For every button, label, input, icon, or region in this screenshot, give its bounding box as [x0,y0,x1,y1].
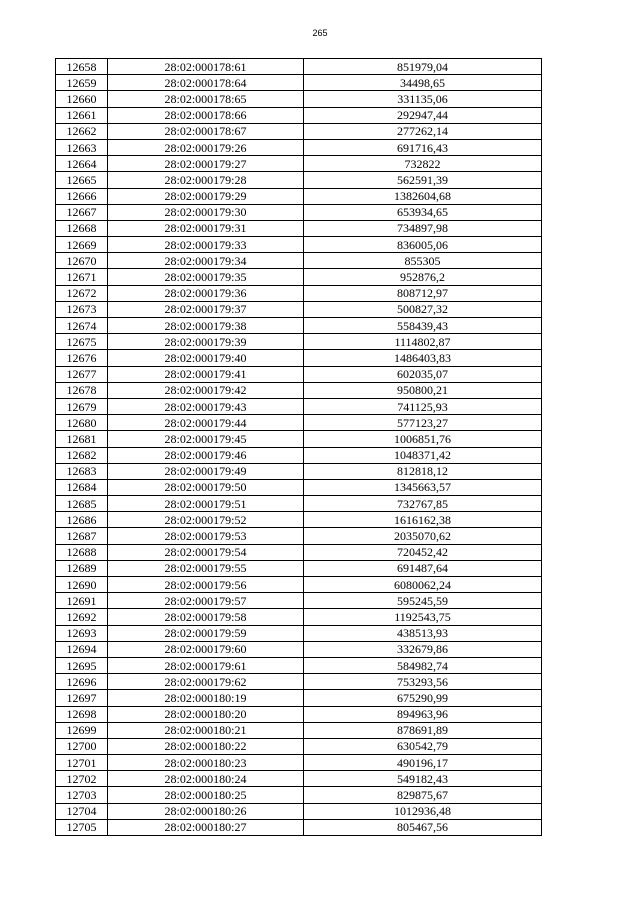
row-number-cell: 12692 [56,609,108,625]
value-cell: 595245,59 [304,593,542,609]
row-number-cell: 12700 [56,738,108,754]
cadastral-number-cell: 28:02:000179:54 [108,544,304,560]
cadastral-number-cell: 28:02:000179:59 [108,625,304,641]
table-row [56,91,542,107]
row-number-cell: 12664 [56,156,108,172]
row-number-cell: 12688 [56,544,108,560]
value-cell: 584982,74 [304,657,542,673]
cadastral-number-cell: 28:02:000179:38 [108,318,304,334]
row-number-cell: 12705 [56,819,108,835]
table-row [56,755,542,771]
row-number-cell: 12666 [56,188,108,204]
value-cell: 675290,99 [304,690,542,706]
table-row [56,577,542,593]
page-number: 265 [312,28,328,38]
row-number-cell: 12695 [56,657,108,673]
row-number-cell: 12683 [56,463,108,479]
value-cell: 577123,27 [304,415,542,431]
cadastral-number-cell: 28:02:000178:64 [108,75,304,91]
cadastral-number-cell: 28:02:000179:33 [108,237,304,253]
table-row [56,528,542,544]
table-row [56,301,542,317]
cadastral-number-cell: 28:02:000179:26 [108,139,304,155]
table-row [56,496,542,512]
value-cell: 1345663,57 [304,479,542,495]
cadastral-number-cell: 28:02:000180:20 [108,706,304,722]
cadastral-number-cell: 28:02:000179:51 [108,496,304,512]
row-number-cell: 12667 [56,204,108,220]
table-row [56,625,542,641]
cadastral-number-cell: 28:02:000179:61 [108,657,304,673]
table-row [56,463,542,479]
value-cell: 558439,43 [304,318,542,334]
row-number-cell: 12675 [56,334,108,350]
cadastral-number-cell: 28:02:000179:58 [108,609,304,625]
value-cell: 808712,97 [304,285,542,301]
value-cell: 500827,32 [304,301,542,317]
cadastral-number-cell: 28:02:000179:56 [108,577,304,593]
cadastral-number-cell: 28:02:000179:39 [108,334,304,350]
value-cell: 277262,14 [304,123,542,139]
value-cell: 753293,56 [304,674,542,690]
cadastral-number-cell: 28:02:000180:22 [108,738,304,754]
cadastral-number-cell: 28:02:000179:52 [108,512,304,528]
row-number-cell: 12681 [56,431,108,447]
row-number-cell: 12662 [56,123,108,139]
cadastral-number-cell: 28:02:000179:35 [108,269,304,285]
cadastral-number-cell: 28:02:000178:66 [108,107,304,123]
cadastral-number-cell: 28:02:000179:40 [108,350,304,366]
table-row [56,172,542,188]
cadastral-number-cell: 28:02:000179:30 [108,204,304,220]
table-row [56,609,542,625]
row-number-cell: 12665 [56,172,108,188]
value-cell: 829875,67 [304,787,542,803]
table-row [56,75,542,91]
row-number-cell: 12661 [56,107,108,123]
cadastral-number-cell: 28:02:000180:25 [108,787,304,803]
cadastral-number-cell: 28:02:000179:41 [108,366,304,382]
cadastral-number-cell: 28:02:000179:57 [108,593,304,609]
table-row [56,398,542,414]
table-row [56,674,542,690]
value-cell: 855305 [304,253,542,269]
cadastral-number-cell: 28:02:000178:67 [108,123,304,139]
cadastral-number-cell: 28:02:000179:37 [108,301,304,317]
value-cell: 1486403,83 [304,350,542,366]
table-row [56,334,542,350]
table-row [56,560,542,576]
table-row [56,366,542,382]
table-row [56,318,542,334]
value-cell: 332679,86 [304,641,542,657]
value-cell: 1006851,76 [304,431,542,447]
table-row [56,139,542,155]
row-number-cell: 12677 [56,366,108,382]
row-number-cell: 12660 [56,91,108,107]
row-number-cell: 12696 [56,674,108,690]
row-number-cell: 12703 [56,787,108,803]
value-cell: 851979,04 [304,59,542,75]
row-number-cell: 12704 [56,803,108,819]
value-cell: 630542,79 [304,738,542,754]
row-number-cell: 12670 [56,253,108,269]
row-number-cell: 12672 [56,285,108,301]
table-row [56,819,542,835]
row-number-cell: 12673 [56,301,108,317]
cadastral-number-cell: 28:02:000179:43 [108,398,304,414]
value-cell: 878691,89 [304,722,542,738]
table-row [56,220,542,236]
cadastral-number-cell: 28:02:000179:29 [108,188,304,204]
cadastral-number-cell: 28:02:000179:34 [108,253,304,269]
value-cell: 732822 [304,156,542,172]
cadastral-number-cell: 28:02:000179:49 [108,463,304,479]
row-number-cell: 12698 [56,706,108,722]
value-cell: 812818,12 [304,463,542,479]
row-number-cell: 12697 [56,690,108,706]
table-row [56,771,542,787]
value-cell: 1616162,38 [304,512,542,528]
table-row [56,544,542,560]
row-number-cell: 12694 [56,641,108,657]
value-cell: 653934,65 [304,204,542,220]
value-cell: 438513,93 [304,625,542,641]
row-number-cell: 12669 [56,237,108,253]
table-row [56,237,542,253]
row-number-cell: 12702 [56,771,108,787]
value-cell: 691716,43 [304,139,542,155]
table-row [56,512,542,528]
row-number-cell: 12679 [56,398,108,414]
row-number-cell: 12691 [56,593,108,609]
value-cell: 805467,56 [304,819,542,835]
value-cell: 34498,65 [304,75,542,91]
table-row [56,738,542,754]
row-number-cell: 12693 [56,625,108,641]
cadastral-number-cell: 28:02:000180:27 [108,819,304,835]
cadastral-number-cell: 28:02:000179:46 [108,447,304,463]
value-cell: 950800,21 [304,382,542,398]
row-number-cell: 12689 [56,560,108,576]
cadastral-number-cell: 28:02:000179:42 [108,382,304,398]
row-number-cell: 12687 [56,528,108,544]
cadastral-number-cell: 28:02:000179:62 [108,674,304,690]
table-row [56,803,542,819]
row-number-cell: 12658 [56,59,108,75]
table-row [56,350,542,366]
table-row [56,382,542,398]
value-cell: 952876,2 [304,269,542,285]
table-row [56,123,542,139]
value-cell: 562591,39 [304,172,542,188]
cadastral-number-cell: 28:02:000180:23 [108,755,304,771]
cadastral-number-cell: 28:02:000179:36 [108,285,304,301]
table-row [56,447,542,463]
table-row [56,641,542,657]
value-cell: 1012936,48 [304,803,542,819]
cadastral-number-cell: 28:02:000178:61 [108,59,304,75]
cadastral-number-cell: 28:02:000179:44 [108,415,304,431]
value-cell: 1114802,87 [304,334,542,350]
value-cell: 331135,06 [304,91,542,107]
table-row [56,706,542,722]
cadastral-number-cell: 28:02:000179:31 [108,220,304,236]
table-row [56,269,542,285]
row-number-cell: 12671 [56,269,108,285]
value-cell: 6080062,24 [304,577,542,593]
table-row [56,107,542,123]
row-number-cell: 12663 [56,139,108,155]
row-number-cell: 12682 [56,447,108,463]
value-cell: 732767,85 [304,496,542,512]
row-number-cell: 12678 [56,382,108,398]
cadastral-number-cell: 28:02:000180:19 [108,690,304,706]
value-cell: 1382604,68 [304,188,542,204]
cadastral-number-cell: 28:02:000180:24 [108,771,304,787]
row-number-cell: 12668 [56,220,108,236]
row-number-cell: 12690 [56,577,108,593]
row-number-cell: 12685 [56,496,108,512]
value-cell: 2035070,62 [304,528,542,544]
table-row [56,593,542,609]
value-cell: 490196,17 [304,755,542,771]
cadastral-number-cell: 28:02:000179:28 [108,172,304,188]
value-cell: 741125,93 [304,398,542,414]
table-row [56,479,542,495]
row-number-cell: 12680 [56,415,108,431]
cadastral-number-cell: 28:02:000179:27 [108,156,304,172]
value-cell: 836005,06 [304,237,542,253]
value-cell: 549182,43 [304,771,542,787]
row-number-cell: 12686 [56,512,108,528]
row-number-cell: 12701 [56,755,108,771]
row-number-cell: 12659 [56,75,108,91]
table-row [56,59,542,75]
cadastral-number-cell: 28:02:000179:53 [108,528,304,544]
value-cell: 1192543,75 [304,609,542,625]
table-row [56,431,542,447]
table-row [56,415,542,431]
value-cell: 602035,07 [304,366,542,382]
cadastre-table [55,58,542,836]
cadastral-number-cell: 28:02:000179:60 [108,641,304,657]
row-number-cell: 12699 [56,722,108,738]
table-row [56,156,542,172]
cadastral-number-cell: 28:02:000179:55 [108,560,304,576]
table-row [56,253,542,269]
value-cell: 894963,96 [304,706,542,722]
cadastral-number-cell: 28:02:000180:26 [108,803,304,819]
table-row [56,204,542,220]
value-cell: 734897,98 [304,220,542,236]
value-cell: 691487,64 [304,560,542,576]
table-row [56,657,542,673]
table-row [56,690,542,706]
row-number-cell: 12676 [56,350,108,366]
cadastral-number-cell: 28:02:000178:65 [108,91,304,107]
table-row [56,787,542,803]
cadastral-number-cell: 28:02:000179:50 [108,479,304,495]
table-row [56,188,542,204]
cadastral-number-cell: 28:02:000180:21 [108,722,304,738]
value-cell: 720452,42 [304,544,542,560]
table-row [56,285,542,301]
row-number-cell: 12684 [56,479,108,495]
row-number-cell: 12674 [56,318,108,334]
value-cell: 1048371,42 [304,447,542,463]
value-cell: 292947,44 [304,107,542,123]
table-row [56,722,542,738]
cadastral-number-cell: 28:02:000179:45 [108,431,304,447]
table-body [56,59,542,836]
